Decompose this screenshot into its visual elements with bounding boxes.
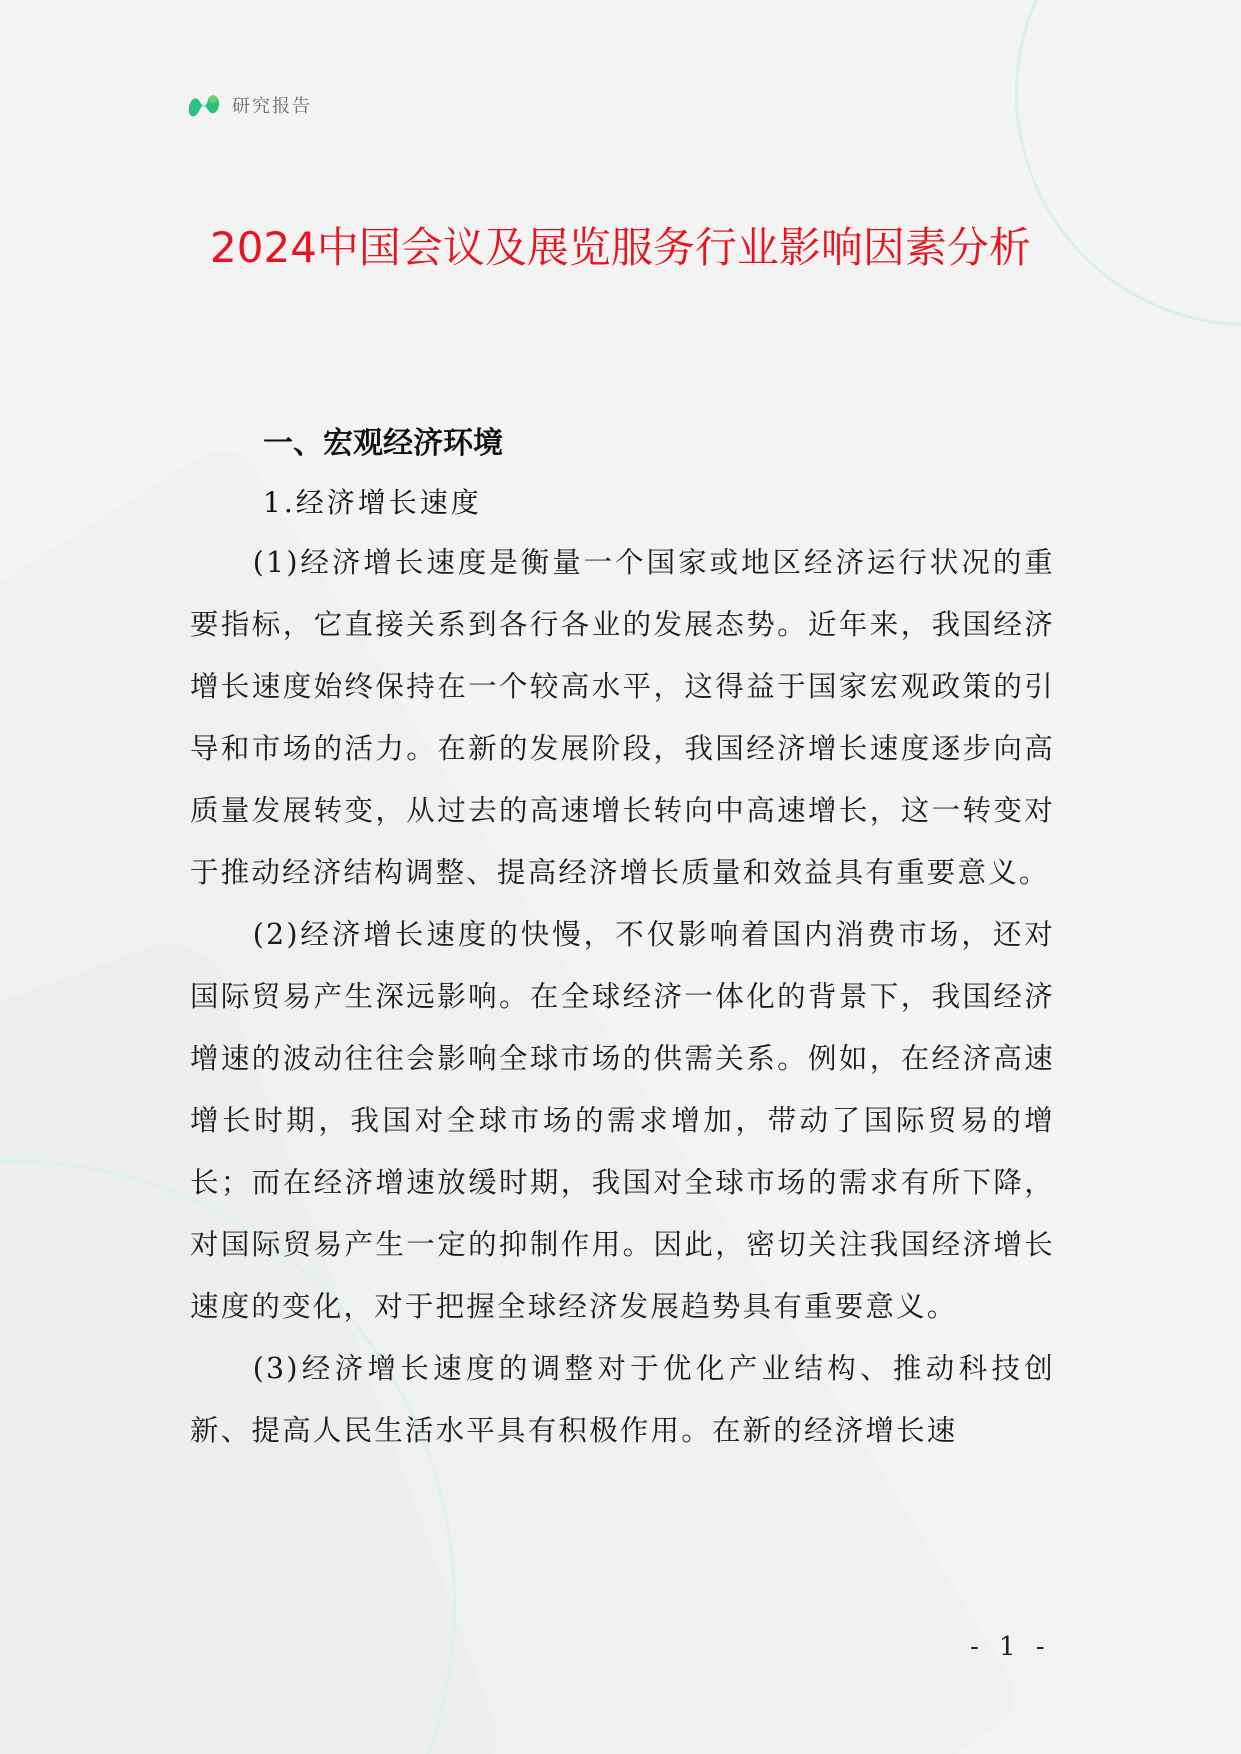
report-type-label: 研究报告 (232, 96, 312, 117)
section-heading: 一、宏观经济环境 (263, 426, 503, 461)
paragraph: (2)经济增长速度的快慢，不仅影响着国内消费市场，还对国际贸易产生深远影响。在全球经济一体化的背景下，我国经济增速的波动往往会影响全球市场的供需关系。例如，在经济高速增长时期，我国对全球市场的需求增加，带动了国际贸易的增长；而在经济增速放缓时期，我国对全球市场的需求有所下降，对国际贸易产生一定的抑制作用。因此，密切关注我国经济增长速度的变化，对于把握全球经济发展趋势具有重要意义。 (190, 918, 1055, 1323)
paragraph: (1)经济增长速度是衡量一个国家或地区经济运行状况的重要指标，它直接关系到各行各业的发展态势。近年来，我国经济增长速度始终保持在一个较高水平，这得益于国家宏观政策的引导和市场的活力。在新的发展阶段，我国经济增长速度逐步向高质量发展转变，从过去的高速增长转向中高速增长，这一转变对于推动经济结构调整、提高经济增长质量和效益具有重要意义。 (190, 546, 1055, 889)
brand-logo-icon (186, 90, 222, 120)
paragraph: (3)经济增长速度的调整对于优化产业结构、推动科技创新、提高人民生活水平具有积极作用。在新的经济增长速 (190, 1352, 1055, 1447)
body-text (190, 532, 1055, 1462)
sub-heading: 1.经济增长速度 (263, 486, 482, 519)
report-header (186, 90, 312, 120)
page-number: - 1 - (970, 1632, 1051, 1662)
document-title: 2024中国会议及展览服务行业影响因素分析 (210, 223, 1031, 272)
